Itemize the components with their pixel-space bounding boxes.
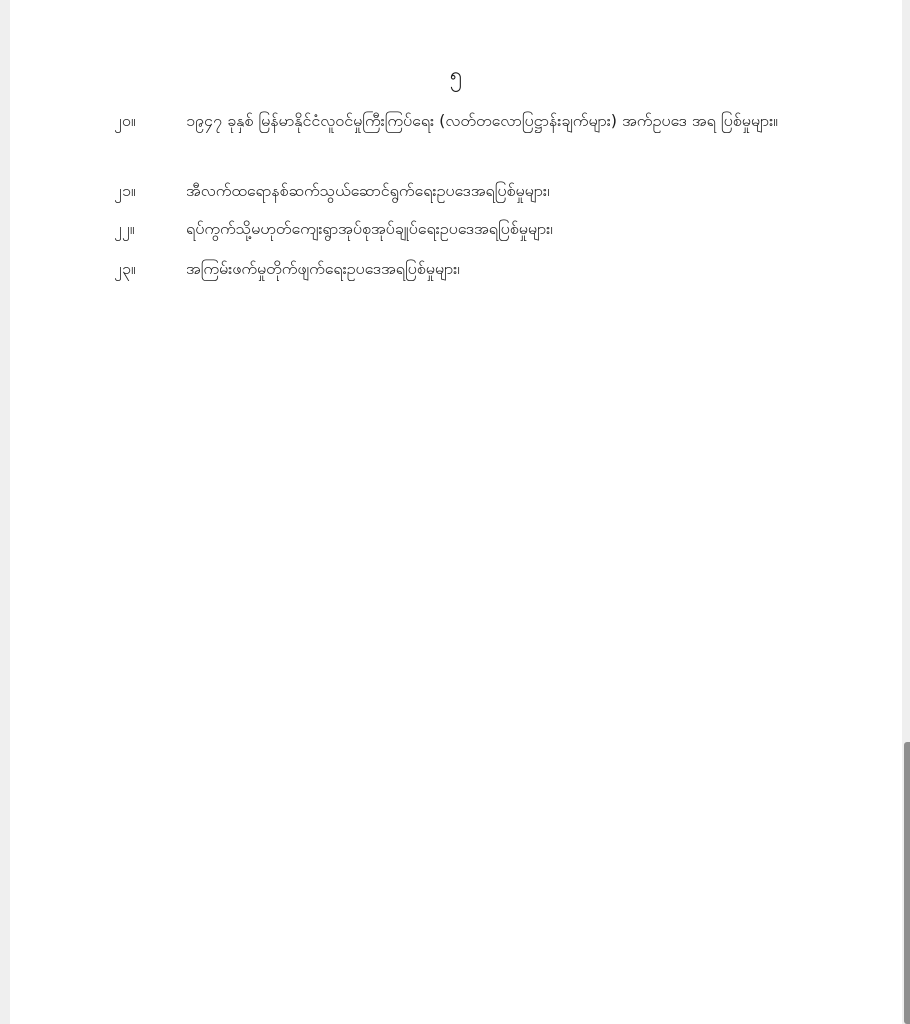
page-number: ၅ <box>449 63 463 88</box>
item-text: အကြမ်းဖက်မှုတိုက်ဖျက်ရေးဥပဒေအရပြစ်မှုများ၊ <box>186 259 460 278</box>
item-text: ၁၉၄၇ ခုနှစ် မြန်မာနိုင်ငံလူဝင်မှုကြီးကြပ်ရေး (လတ်တလောပြဋ္ဌာန်းချက်များ) အက်ဥပဒေ အရ ပြစ်မှုများ။ <box>186 111 778 130</box>
item-number: ၂၂။ <box>114 219 135 238</box>
document-page <box>10 0 902 1024</box>
item-text: ရပ်ကွက်သို့မဟုတ်ကျေးရွာအုပ်စုအုပ်ချုပ်ရေးဥပဒေအရပြစ်မှုများ၊ <box>186 219 553 238</box>
item-number: ၂၁။ <box>114 181 136 200</box>
item-number: ၂၀။ <box>114 111 136 130</box>
item-number: ၂၃။ <box>114 259 136 278</box>
scrollbar[interactable] <box>904 742 910 1024</box>
item-text: အီလက်ထရောနစ်ဆက်သွယ်ဆောင်ရွက်ရေးဥပဒေအရပြစ်မှုများ၊ <box>186 181 550 200</box>
